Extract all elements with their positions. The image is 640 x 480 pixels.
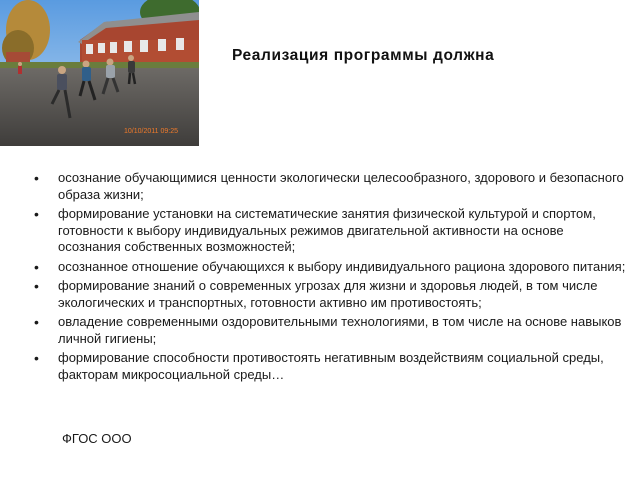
standard-label: ФГОС ООО (62, 431, 132, 446)
bullet-item: • формирование установки на систематические занятия физической культурой и спортом, готовности к выбору индивидуальных режимов двигательной активности на основе осознания собственных возможностей; (38, 206, 628, 256)
schoolyard-photo (0, 0, 199, 146)
bullet-item: • формирование способности противостоять негативным воздействиям социальной среды, факторам микросоциальной среды… (38, 350, 628, 383)
photo-date-stamp: 10/10/2011 09:25 (124, 128, 178, 135)
bullet-item: • осознание обучающимися ценности экологически целесообразного, здорового и безопасного образа жизни; (38, 170, 628, 203)
bullet-list (38, 170, 628, 386)
bullet-item: • осознанное отношение обучающихся к выбору индивидуального рациона здорового питания; (38, 259, 628, 276)
slide-title: Реализация программы должна (232, 47, 495, 64)
schoolyard-photo-icon (0, 0, 199, 146)
bullet-item: • формирование знаний о современных угрозах для жизни и здоровья людей, в том числе экологических и транспортных, готовности активно им противостоять; (38, 278, 628, 311)
bullet-item: • овладение современными оздоровительными технологиями, в том числе на основе навыков личной гигиены; (38, 314, 628, 347)
